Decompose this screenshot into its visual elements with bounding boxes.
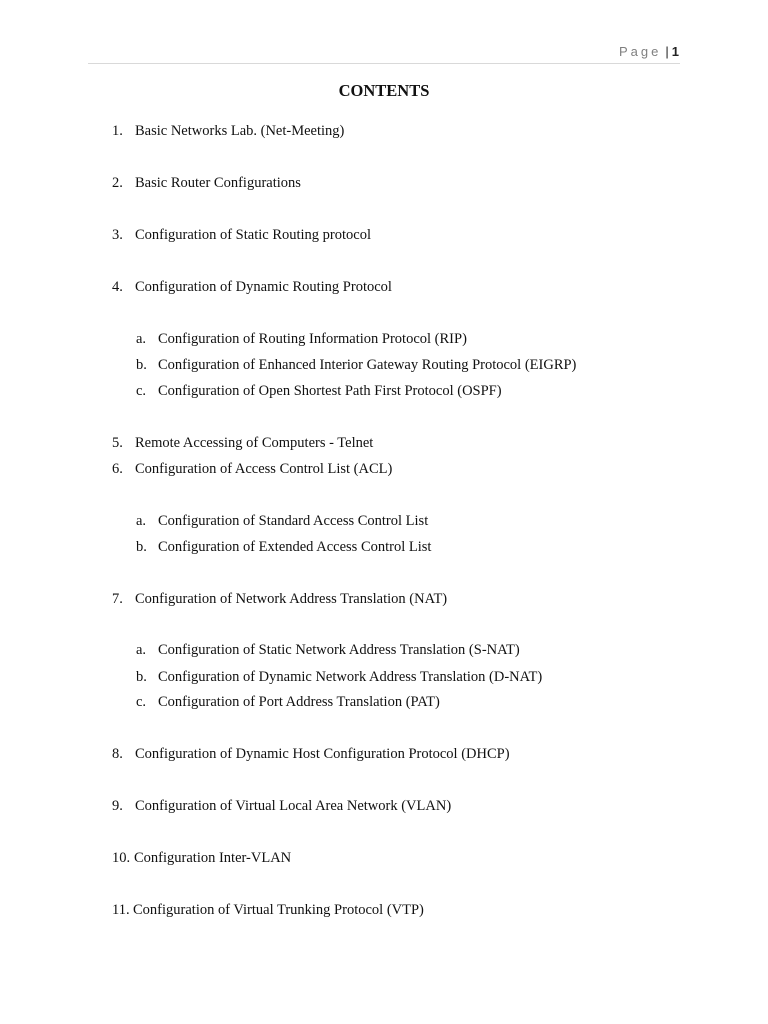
toc-item-text: Configuration of Network Address Translation (NAT) (135, 591, 448, 607)
toc-item-text: Configuration of Dynamic Routing Protocol (135, 279, 392, 295)
toc-item-number: 8. (112, 746, 123, 762)
toc-item-text: Configuration of Virtual Local Area Network (VLAN) (135, 798, 452, 814)
toc-item-number: c. (136, 694, 147, 710)
toc-item-text: Configuration of Dynamic Host Configuration Protocol (DHCP) (135, 746, 510, 762)
toc-item-text: Basic Router Configurations (135, 175, 301, 191)
toc-item-text: Configuration of Enhanced Interior Gateway Routing Protocol (EIGRP) (158, 357, 577, 373)
toc-item-number: a. (136, 513, 147, 529)
toc-item-number: a. (136, 331, 147, 347)
toc-item-text: Configuration of Static Network Address Translation (S-NAT) (158, 642, 520, 658)
toc-item-number: b. (136, 539, 147, 555)
toc-item-text: Configuration of Routing Information Protocol (RIP) (158, 331, 467, 347)
toc-item-number: 10. (112, 850, 134, 866)
page-number: 1 (671, 44, 679, 59)
page-separator: | (665, 44, 669, 59)
page-label: Page (619, 44, 662, 59)
toc-item-number: 11. (112, 902, 134, 918)
toc-item-number: 4. (112, 279, 123, 295)
contents-title: CONTENTS (338, 81, 430, 100)
toc-item-text: Configuration of Dynamic Network Address Translation (D-NAT) (158, 669, 543, 685)
toc-item-number: 7. (112, 591, 123, 607)
toc-item-text: Basic Networks Lab. (Net-Meeting) (135, 123, 345, 139)
toc-item-number: 9. (112, 798, 123, 814)
toc-item-number: 2. (112, 175, 123, 191)
toc-item-text: Configuration of Static Routing protocol (135, 227, 372, 243)
toc-item-text: Configuration of Extended Access Control List (158, 539, 432, 555)
toc-item-number: c. (136, 383, 147, 399)
toc-item-number: b. (136, 357, 147, 373)
toc-item-text: Configuration of Virtual Trunking Protocol (VTP) (133, 902, 424, 918)
toc-item-number: 5. (112, 435, 123, 451)
toc-item-text: Configuration of Access Control List (ACL) (135, 461, 393, 477)
toc-item-number: a. (136, 642, 147, 658)
toc-item-number: 1. (112, 123, 123, 139)
toc-item-number: 6. (112, 461, 123, 477)
toc-item-text: Configuration of Standard Access Control List (158, 513, 429, 529)
toc-item-text: Configuration Inter-VLAN (134, 850, 292, 866)
toc-item-number: b. (136, 669, 147, 685)
toc-item-text: Configuration of Open Shortest Path First Protocol (OSPF) (158, 383, 502, 399)
toc-item-text: Remote Accessing of Computers - Telnet (135, 435, 374, 451)
toc-item-text: Configuration of Port Address Translation (PAT) (158, 694, 440, 710)
page-header (0, 44, 679, 59)
toc-item-number: 3. (112, 227, 123, 243)
header-rule (88, 63, 680, 64)
